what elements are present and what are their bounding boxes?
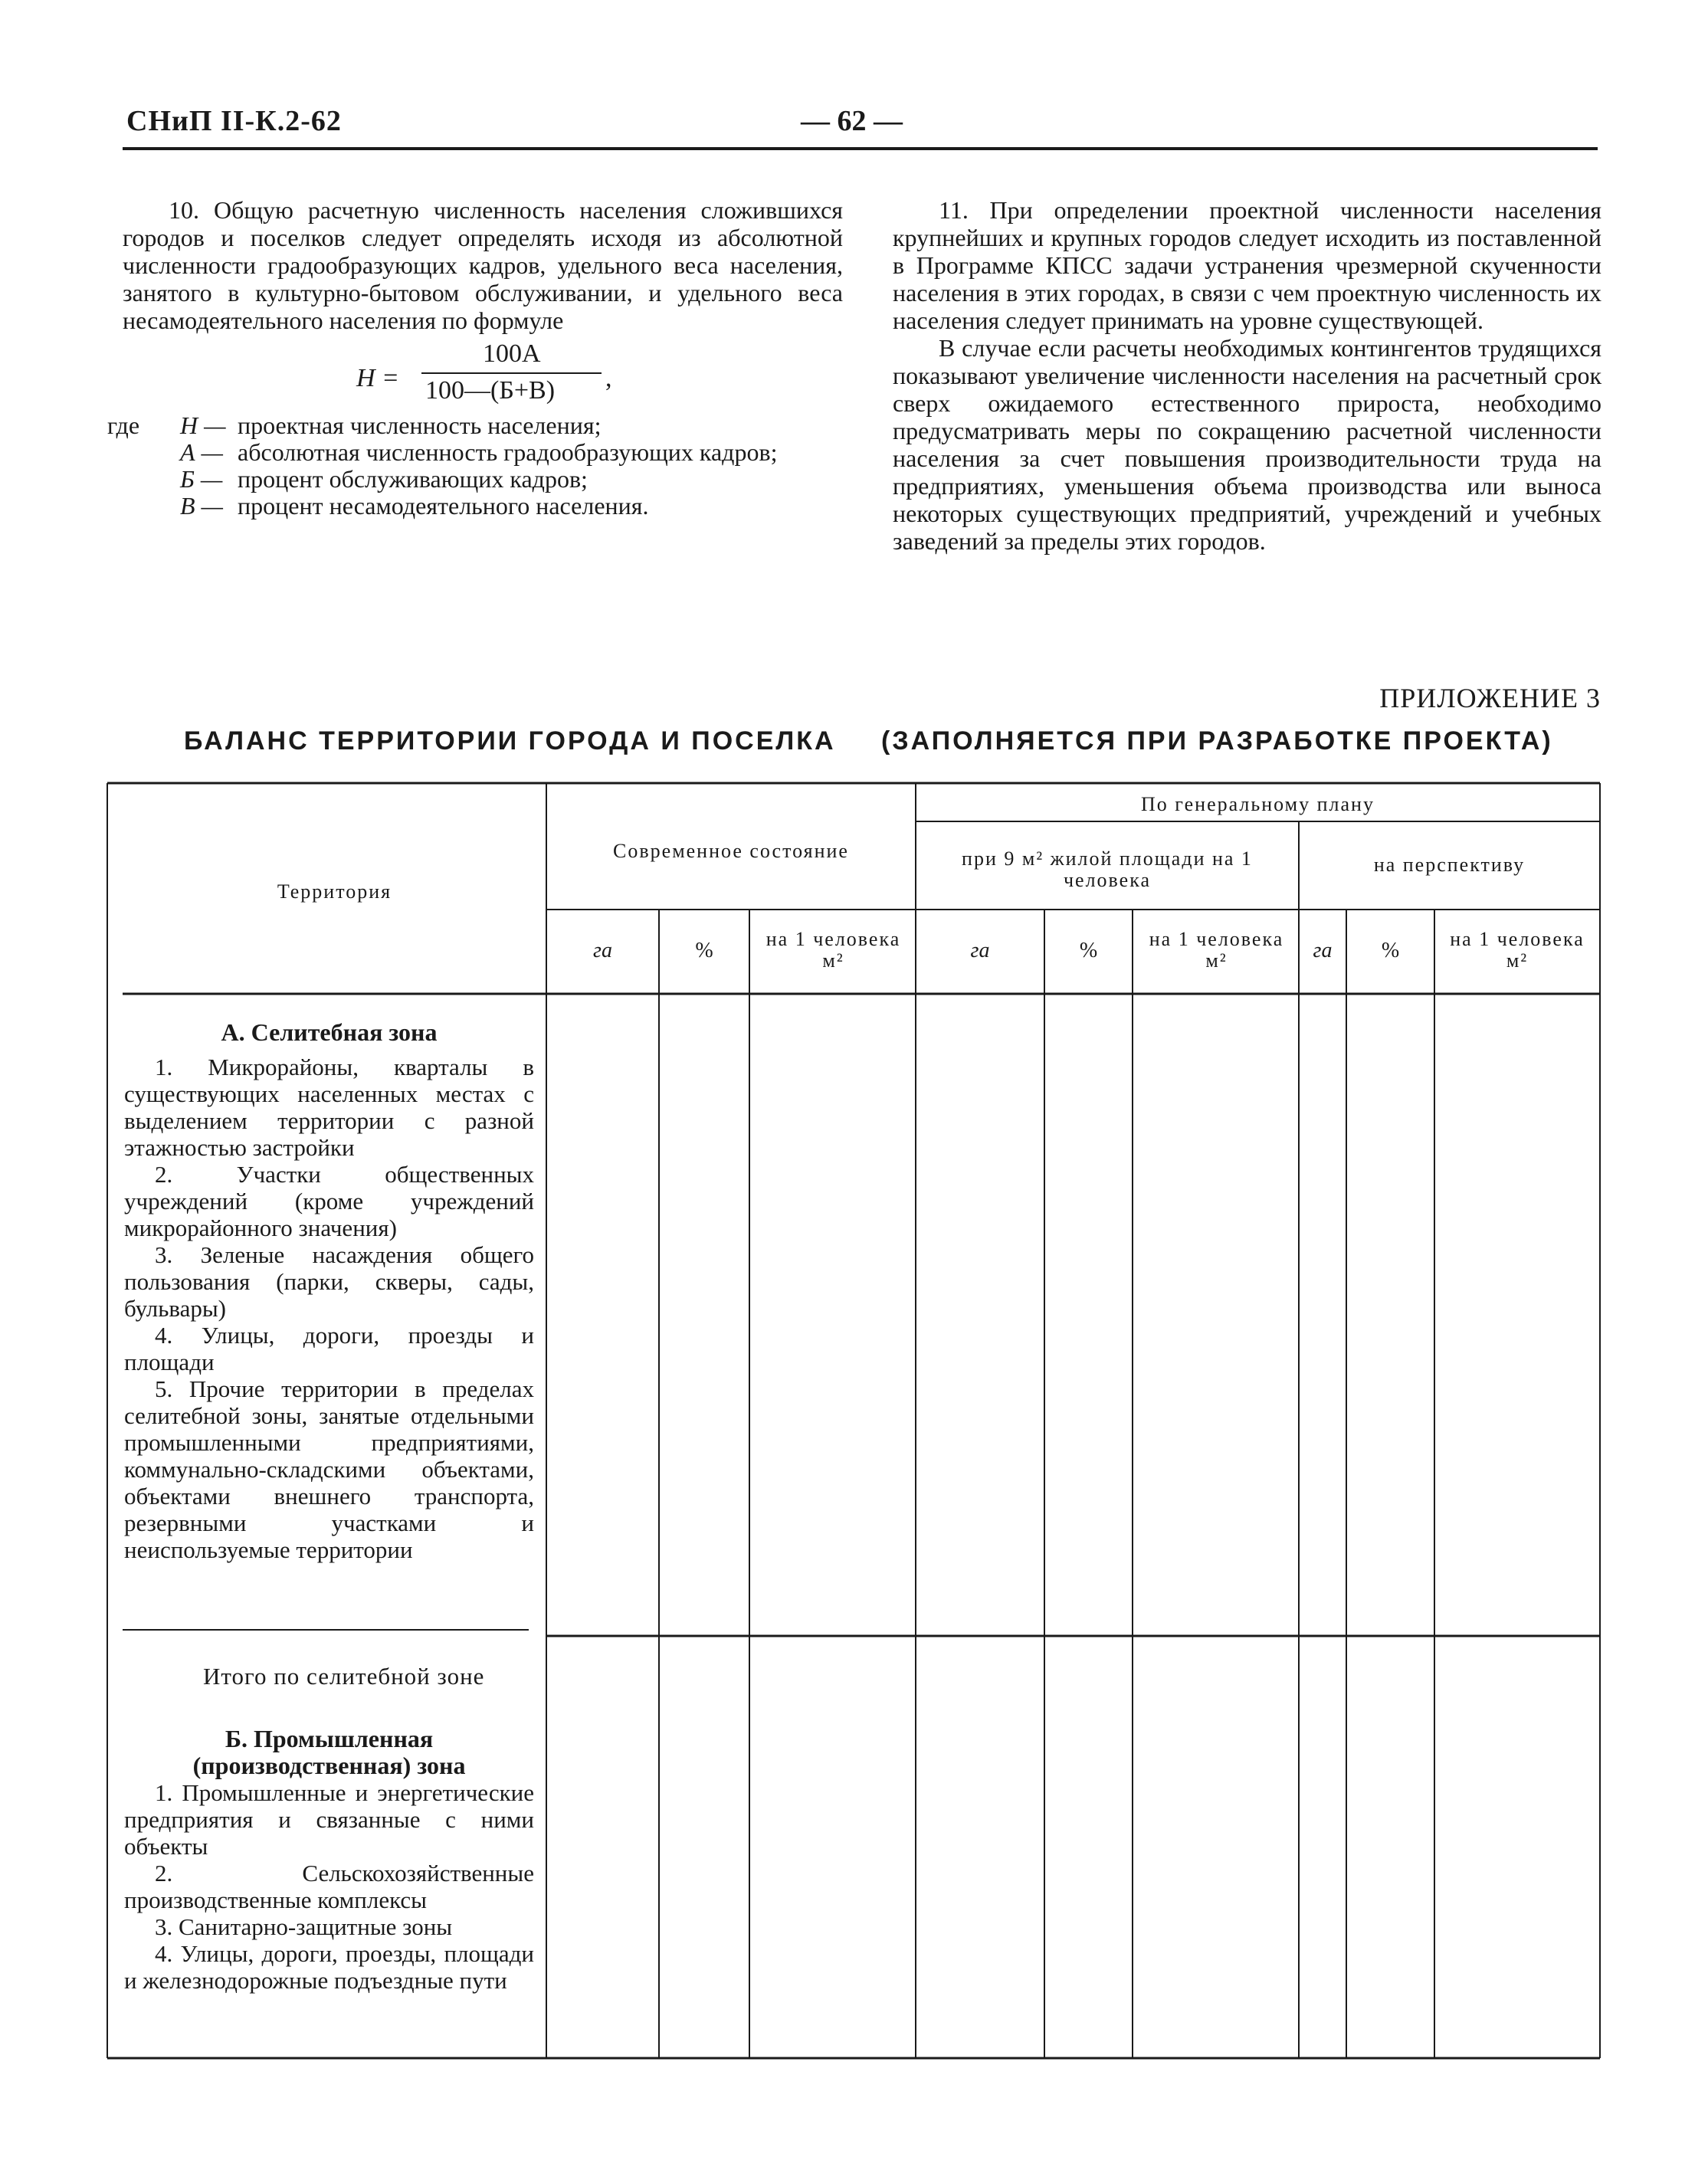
item-a5: 5. Прочие территории в пределах селитебной зоны, занятые отдельными промышленными предприятиями, коммунально-складскими объектами, объектами внешнего транспорта, резервными участками и неиспользуемые территории bbox=[124, 1375, 534, 1563]
formula-comma: , bbox=[605, 364, 612, 392]
paragraph-11-cont: В случае если расчеты необходимых контингентов трудящихся показывают увеличение численности населения на расчетный срок сверх ожидаемого естественного прироста, необходимо предусматривать меры по сокращению расчетной численности населения за счет повышения производительности труда на предприятиях, уменьшения объема производства или выноса некоторых существующих предприятий, учреждений и учебных заведений за пределы этих городов. bbox=[893, 334, 1601, 555]
unit-per-person: на 1 человека м² bbox=[1149, 928, 1284, 972]
header-perspective: на перспективу bbox=[1373, 854, 1526, 876]
where-label: где bbox=[107, 411, 140, 439]
paragraph-11: 11. При определении проектной численности населения крупнейших и крупных городов следует исходить из поставленной в Программе КПСС задачи устранения чрезмерной скученности населения в этих городах, в связи с чем проектную численность их населения следует принимать на уровне существующей. bbox=[893, 196, 1601, 334]
item-b1: 1. Промышленные и энергетические предприятия и связанные с ними объекты bbox=[124, 1779, 534, 1860]
legend-text: процент несамодеятельного населения. bbox=[238, 492, 649, 520]
formula-denominator: 100—(Б+В) bbox=[425, 376, 556, 405]
paragraph-10: 10. Общую расчетную численность населения сложившихся городов и поселков следует определять исходя из абсолютной численности градообразующих кадров, удельного веса населения, занятого в культурно-бытовом обслуживании, и удельного веса несамодеятельного населения по формуле bbox=[123, 196, 843, 334]
legend-symbol: Б — bbox=[180, 465, 223, 493]
unit-percent: % bbox=[1079, 939, 1098, 962]
section-a-heading: А. Селитебная зона bbox=[221, 1018, 438, 1046]
formula-lhs: Н = bbox=[356, 364, 399, 392]
appendix-label: ПРИЛОЖЕНИЕ 3 bbox=[1379, 683, 1601, 713]
section-b-block bbox=[124, 1726, 534, 1994]
unit-ha: га bbox=[593, 939, 612, 962]
legend-symbol: А — bbox=[180, 438, 223, 466]
unit-percent: % bbox=[695, 939, 713, 962]
item-b3: 3. Санитарно-защитные зоны bbox=[155, 1913, 453, 1940]
table-title: БАЛАНС ТЕРРИТОРИИ ГОРОДА И ПОСЕЛКА bbox=[184, 726, 836, 756]
item-b2: 2. Сельскохозяйственные производственные комплексы bbox=[124, 1860, 534, 1913]
unit-ha: га bbox=[1313, 939, 1333, 962]
page-number: — 62 — bbox=[801, 105, 903, 137]
unit-ha: га bbox=[970, 939, 990, 962]
header-general-plan: По генеральному плану bbox=[1141, 793, 1375, 815]
header-9m2: при 9 м² жилой площади на 1 человека bbox=[962, 847, 1253, 891]
item-a3: 3. Зеленые насаждения общего пользования (парки, скверы, сады, бульвары) bbox=[124, 1241, 534, 1322]
item-b4: 4. Улицы, дороги, проезды, площади и железнодорожные подъездные пути bbox=[124, 1940, 534, 1994]
unit-percent: % bbox=[1381, 939, 1400, 962]
table-title-note: (ЗАПОЛНЯЕТСЯ ПРИ РАЗРАБОТКЕ ПРОЕКТА) bbox=[881, 726, 1553, 756]
legend-text: проектная численность населения; bbox=[238, 411, 602, 439]
item-a1: 1. Микрорайоны, кварталы в существующих населенных местах с выделением территории с разной этажностью застройки bbox=[124, 1054, 534, 1161]
section-b-heading: Б. Промышленная (производственная) зона bbox=[192, 1725, 466, 1779]
formula-numerator: 100А bbox=[483, 339, 541, 368]
unit-per-person: на 1 человека м² bbox=[765, 928, 901, 972]
territory-column bbox=[124, 1019, 534, 1563]
legend-text: абсолютная численность градообразующих кадров; bbox=[238, 438, 778, 466]
header-territory: Территория bbox=[277, 880, 392, 903]
unit-per-person: на 1 человека м² bbox=[1450, 928, 1585, 972]
item-a4: 4. Улицы, дороги, проезды и площади bbox=[124, 1322, 534, 1375]
subtotal-a: Итого по селитебной зоне bbox=[203, 1663, 485, 1690]
header-current-state: Современное состояние bbox=[613, 840, 849, 862]
legend-symbol: Н — bbox=[180, 411, 226, 439]
item-a2: 2. Участки общественных учреждений (кроме учреждений микрорайонного значения) bbox=[124, 1161, 534, 1241]
document-code: СНиП II-К.2-62 bbox=[126, 105, 342, 137]
legend-symbol: В — bbox=[180, 492, 223, 520]
legend-text: процент обслуживающих кадров; bbox=[238, 465, 588, 493]
